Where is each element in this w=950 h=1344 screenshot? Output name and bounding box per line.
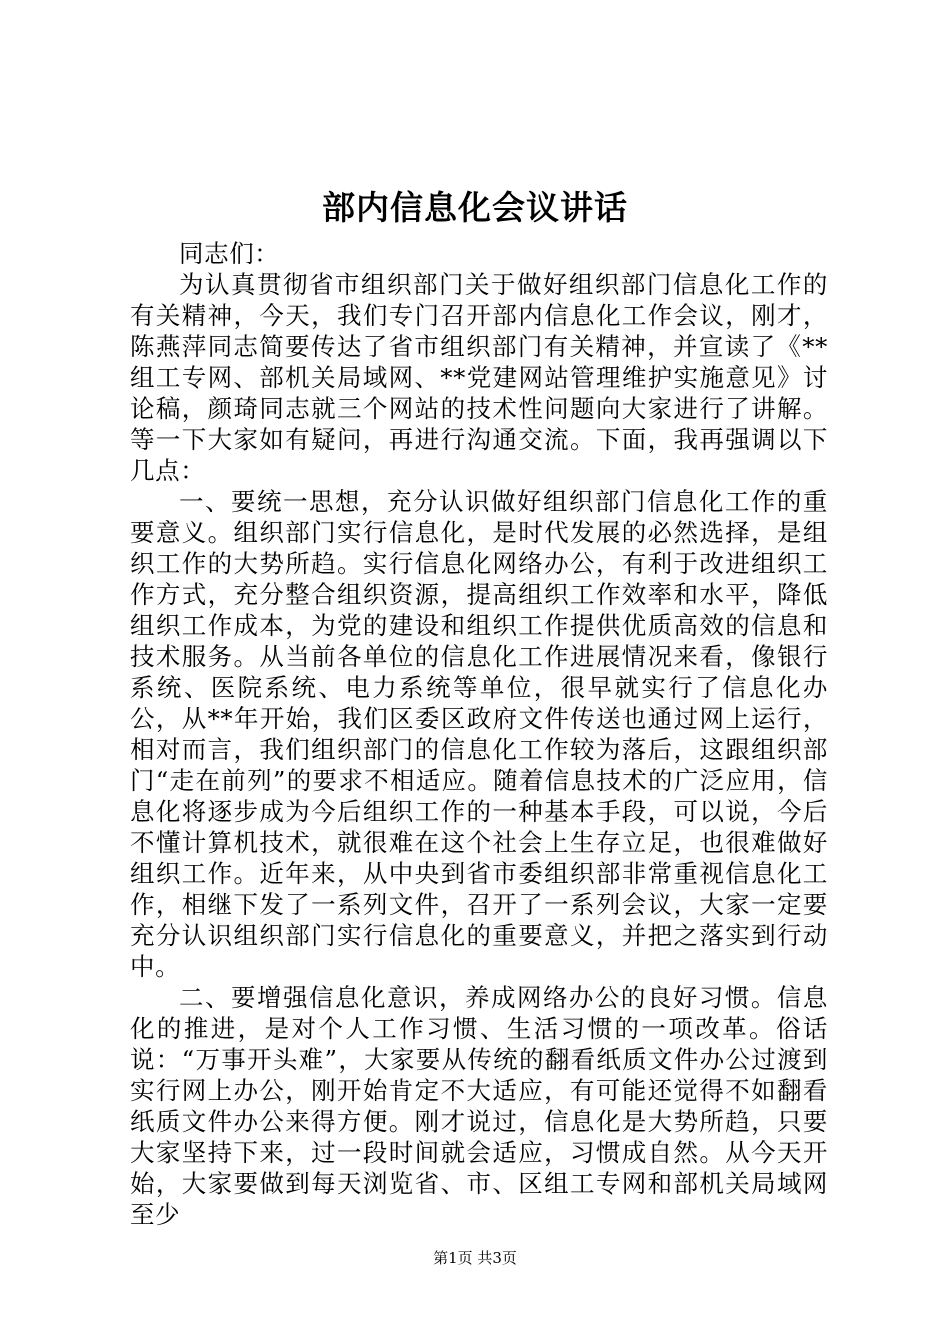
paragraph-point-two: 二、要增强信息化意识，养成网络办公的良好习惯。信息化的推进，是对个人工作习惯、生活习惯的一项改革。俗话说：“万事开头难”，大家要从传统的翻看纸质文件办公过渡到实行网上办公，刚开始肯定不大适应，有可能还觉得不如翻看纸质文件办公来得方便。刚才说过，信息化是大势所趋，只要大家坚持下来，过一段时间就会适应，习惯成自然。从今天开始，大家要做到每天浏览省、市、区组工专网和部机关局域网至少	[130, 983, 828, 1229]
salutation: 同志们：	[179, 239, 280, 268]
paragraph-point-one: 一、要统一思想，充分认识做好组织部门信息化工作的重要意义。组织部门实行信息化，是时代发展的必然选择，是组织工作的大势所趋。实行信息化网络办公，有利于改进组织工作方式，充分整合组织资源，提高组织工作效率和水平，降低组织工作成本，为党的建设和组织工作提供优质高效的信息和技术服务。从当前各单位的信息化工作进展情况来看，像银行系统、医院系统、电力系统等单位，很早就实行了信息化办公，从**年开始，我们区委区政府文件传送也通过网上运行，相对而言，我们组织部门的信息化工作较为落后，这跟组织部门“走在前列”的要求不相适应。随着信息技术的广泛应用，信息化将逐步成为今后组织工作的一种基本手段，可以说，今后不懂计算机技术，就很难在这个社会上生存立足，也很难做好组织工作。近年来，从中央到省市委组织部非常重视信息化工作，相继下发了一系列文件，召开了一系列会议，大家一定要充分认识组织部门实行信息化的重要意义，并把之落实到行动中。	[130, 487, 828, 981]
paragraph-intro: 为认真贯彻省市组织部门关于做好组织部门信息化工作的有关精神，今天，我们专门召开部内信息化工作会议，刚才，陈燕萍同志简要传达了省市组织部门有关精神，并宣读了《**组工专网、部机关局域网、**党建网站管理维护实施意见》讨论稿，颜琦同志就三个网站的技术性问题向大家进行了讲解。等一下大家如有疑问，再进行沟通交流。下面，我再强调以下几点：	[130, 270, 828, 485]
document-body	[130, 238, 828, 1230]
page-footer: 第1页 共3页	[433, 1249, 517, 1267]
document-title: 部内信息化会议讲话	[322, 188, 628, 227]
